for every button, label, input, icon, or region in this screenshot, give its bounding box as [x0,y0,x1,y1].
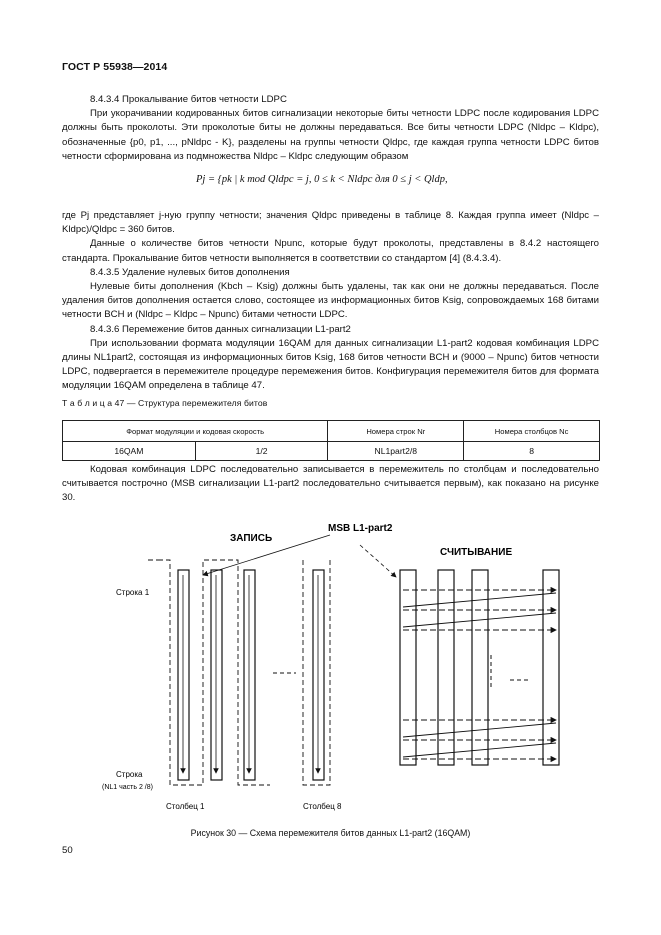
figure-caption: Рисунок 30 — Схема перемежителя битов данных L1-part2 (16QAM) [190,828,471,838]
read-label: СЧИТЫВАНИЕ [440,547,513,558]
row-last-label: Строка [116,770,143,779]
table-cell: 1/2 [195,442,328,461]
paragraph: При использовании формата модуляции 16QAM для данных сигнализации L1-part2 кодовая комбинация LDPC длины NL1part2, состоящая из информационных битов Ksig, 168 битов четности BCH и (9000 – Npunc) битов четности LDPC, подвергается в перемежителе процедуре перемежения битов. Конфигурация перемежителя битов для формата модуляции 16QAM определена в таблице 47. [62,337,599,392]
section-parity-puncturing [62,93,599,164]
section-heading: 8.4.3.4 Прокалывание битов четности LDPC [90,94,287,105]
table-row [63,442,600,461]
figure-intro [62,463,599,506]
table-header-cell: Номера столбцов Nc [464,421,600,442]
section-heading: 8.4.3.6 Перемежение битов данных сигнализации L1-part2 [90,323,351,335]
table-cell: NL1part2/8 [328,442,464,461]
read-return [403,593,556,607]
row-1-label: Строка 1 [116,588,150,597]
paragraph: Кодовая комбинация LDPC последовательно записывается в перемежитель по столбцам и последовательно считывается построчно (MSB сигнализации L1-part2 последовательно считывается первым), как показано на рисунке 30. [62,464,599,504]
msb-label: MSB L1-part2 [328,523,393,534]
table-header-cell: Формат модуляции и кодовая скорость [63,421,328,442]
column-1-label: Столбец 1 [166,802,205,811]
table-cell: 8 [464,442,600,461]
row-last-sub: (NL1 часть 2 /8) [102,784,153,791]
table-header-row [63,421,600,442]
write-matrix [102,523,393,811]
interleaver-structure-table [62,420,600,461]
paragraph: При укорачивании кодированных битов сигнализации некоторые биты четности LDPC после кодирования LDPC должны быть проколоты. Эти проколотые биты не должны передаваться. Все биты четности LDPC (Nldpc – Kldpc), обозначенные {p0, p1, ..., pNldpc - K}, разделены на группы четности Qldpc, где каждая группа четности LDPC битов четности сформирована из подмножества Nldpc – Kldpc следующим образом [62,108,599,162]
column-8-label: Столбец 8 [303,802,342,811]
write-path [158,560,270,785]
parity-group-formula: Pj = {pk | k mod Qldpc = j, 0 ≤ k < Nldpc для 0 ≤ j < Qldp, [196,174,448,185]
write-path [303,560,330,785]
table-caption: Т а б л и ц а 47 — Структура перемежителя битов [62,398,268,408]
table-header-cell: Номера строк Nr [328,421,464,442]
write-column-3 [244,570,255,780]
document-header: ГОСТ Р 55938—2014 [62,61,168,73]
page-number: 50 [62,845,73,856]
read-return [403,613,556,627]
section-parity-puncturing-cont [62,209,599,394]
interleaver-diagram [98,515,578,815]
paragraph: Данные о количестве битов четности Npunc, которые будут проколоты, представлены в 8.4.2 настоящего стандарта. Прокалывание битов четности выполняется в соответствии со стандартом [4] (8.4.3.4). [62,238,599,264]
read-column-2 [438,570,454,765]
read-return [403,743,556,757]
paragraph: где Pj представляет j-ную группу четности; значения Qldpc приведены в таблице 8. Каждая группа имеет (Nldpc – Kldpc)/Qldpc = 360 битов. [62,210,599,236]
paragraph: Нулевые биты дополнения (Kbch – Ksig) должны быть удалены, так как они не должны передаваться. После удаления битов дополнения остается слово, состоящее из информационных битов Ksig, сопровождаемых 168 битами четности BCH и (Nldpc – Kldpc – Npunc) битами четности LDPC. [62,281,599,321]
write-column-1 [178,570,189,780]
read-return [403,723,556,737]
table-cell: 16QAM [63,442,196,461]
write-label: ЗАПИСЬ [230,533,273,544]
write-column-8 [313,570,324,780]
write-column-2 [211,570,222,780]
write-to-read-arrow [360,545,396,577]
read-matrix [400,547,559,765]
section-heading: 8.4.3.5 Удаление нулевых битов дополнения [90,266,290,278]
read-column-8 [543,570,559,765]
